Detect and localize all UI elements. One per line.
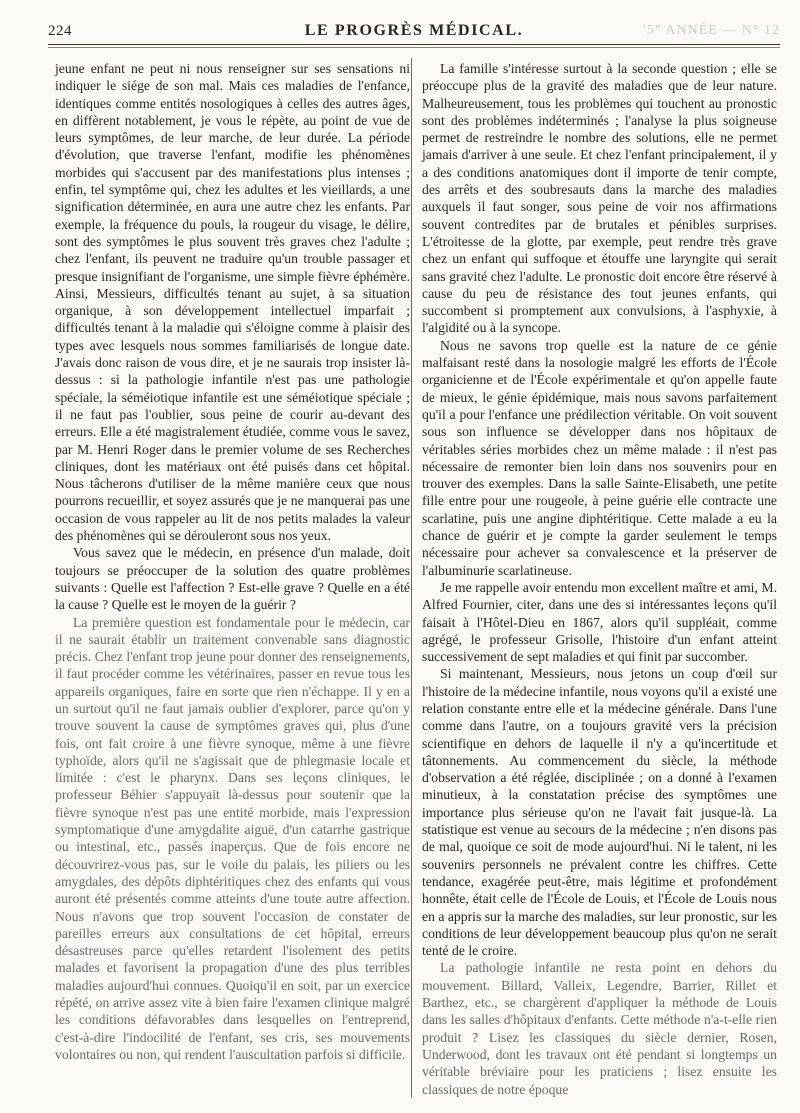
left-column	[55, 60, 410, 1063]
bleed-through-text: '5" ANNÉE — N° 12	[643, 23, 780, 38]
paragraph: La première question est fondamentale pour le médecin, car il ne saurait établir un traitement convenable sans diagnostic précis. Chez l'enfant trop jeune pour donner des renseignements, il faut procéder comme les vétérinaires, passer en revue tous les appareils organiques, faire en sorte que rien n'échappe. Il y en a un surtout qu'il ne faut jamais oublier d'explorer, parce qu'on y trouve souvent la cause de symptômes graves qui, plus d'une fois, ont fait croire à une fièvre synoque, même à une fièvre typhoïde, alors qu'il ne s'agissait que de phlegmasie locale et limitée : c'est le pharynx. Dans ses leçons cliniques, le professeur Béhier s'appuyait là-dessus pour soutenir que la fièvre synoque n'est pas une entité morbide, mais l'expression symptomatique d'une amygdalite aiguë, d'un catarrhe gastrique ou intestinal, etc., passés inaperçus. Que de fois encore ne découvrirez-vous pas, sur le voile du palais, les piliers ou les amygdales, des dépôts diphtéritiques chez des enfants qui vous auront été présentés comme atteints d'une toute autre affection. Nous n'avons que trop souvent l'occasion de constater de pareilles erreurs aux consultations de cet hôpital, erreurs désastreuses parce qu'elles retardent l'isolement des petits malades et favorisent la propagation d'une des plus terribles maladies aujourd'hui connues. Quoiqu'il en soit, par un exercice répété, on arrive assez vite à bien faire l'examen clinique malgré les conditions défavorables dans lesquelles on l'entreprend, c'est-à-dire l'indocilité de l'enfant, ses cris, ses mouvements volontaires ou non, qui rendent l'auscultation parfois si difficile.	[55, 614, 410, 1062]
column-divider	[411, 58, 412, 1098]
right-column	[422, 60, 777, 1098]
paragraph: La pathologie infantile ne resta point en dehors du mouvement. Billard, Valleix, Legendre, Barrier, Rillet et Barthez, etc., se chargèrent d'appliquer la méthode de Louis dans les salles d'hôpitaux d'enfants. Cette méthode n'a-t-elle rien produit ? Lisez les classiques du siècle dernier, Rosen, Underwood, dont les travaux ont été pendant si longtemps un véritable bréviaire pour les praticiens ; lisez ensuite les classiques de notre époque	[422, 960, 777, 1097]
paragraph: jeune enfant ne peut ni nous renseigner sur ses sensations ni indiquer le siége de son mal. Mais ces maladies de l'enfance, identiques comme entités nosologiques à celles des autres âges, en diffèrent notablement, je vous le répète, au point de vue de leurs symptômes, de leur marche, de leur durée. La période d'évolution, que traverse l'enfant, modifie les phénomènes morbides qui s'accusent par des manifestations plus intenses ; enfin, tel symptôme qui, chez les adultes et les vieillards, a une signification déterminée, en aura une autre chez les enfants. Par exemple, la fréquence du pouls, la rougeur du visage, le délire, sont des symptômes le plus souvent très graves chez l'adulte ; chez l'enfant, ils peuvent ne traduire qu'un trouble passager et presque insignifiant de l'organisme, une simple fièvre éphémère. Ainsi, Messieurs, difficultés tenant au sujet, à sa situation organique, à son développement intellectuel imparfait ; difficultés tenant à la maladie qui s'éloigne comme à plaisir des types avec lesquels nous sommes familiarisés de longue date. J'avais donc raison de vous dire, et je ne saurais trop insister là-dessus : si la pathologie infantile n'est pas une pathologie spéciale, la séméiotique infantile est une séméiotique spéciale ; il ne faut pas l'oublier, sous peine de courir au-devant des erreurs. Elle a été magistralement étudiée, comme vous le savez, par M. Henri Roger dans le premier volume de ses Recherches cliniques, dont les matériaux ont été puisés dans cet hôpital. Nous tâcherons d'utiliser de la même manière ceux que nous pourrons recueillir, et soyez assurés que je ne manquerai pas une occasion de vous rappeler au lit de nos petits malades la valeur des phénomènes qui se dérouleront sous nos yeux.	[55, 61, 410, 544]
header-rule-thin	[48, 47, 780, 48]
paragraph: Nous ne savons trop quelle est la nature de ce génie malfaisant resté dans la nosologie malgré les efforts de l'École organicienne et de l'École expérimentale et qu'on appelle faute de mieux, le génie épidémique, mais nous savons parfaitement qu'il a pour l'enfance une prédilection véritable. On voit souvent sous son influence se développer dans nos hôpitaux de véritables séries morbides chez un même malade : il n'est pas nécessaire de remonter bien loin dans nos souvenirs pour en trouver des exemples. Dans la salle Sainte-Elisabeth, une petite fille entre pour une rougeole, à peine guérie elle contracte une scarlatine, puis une angine diphtéritique. Cette malade a eu la chance de guérir et je compte la garder seulement le temps nécessaire pour achever sa convalescence et la préserver de l'albuminurie scarlatineuse.	[422, 337, 777, 578]
paragraph: Si maintenant, Messieurs, nous jetons un coup d'œil sur l'histoire de la médecine infantile, nous voyons qu'il a existé une relation constante entre elle et la médecine générale. Dans l'une comme dans l'autre, on a toujours gravité vers la précision scientifique en dehors de laquelle il n'y a qu'incertitude et tâtonnements. Au commencement du siècle, la méthode d'observation a été réglée, disciplinée ; on a donné à l'examen minutieux, à la constatation précise des symptômes une importance plus sérieuse qu'on ne l'avait fait jusque-là. La statistique est venue au secours de la médecine ; n'en disons pas de mal, quoique ce soit de mode aujourd'hui. Ni le talent, ni les souvenirs personnels ne prévalent contre les chiffres. Cette tendance, exagérée peut-être, mais légitime et profondément honnête, était celle de l'École de Louis, et l'École de Louis nous en a appris sur la marche des maladies, sur leur pronostic, sur les conditions de leur développement beaucoup plus qu'on ne serait tenté de le croire.	[422, 666, 778, 959]
running-title: LE PROGRÈS MÉDICAL.	[304, 22, 524, 39]
header-rule	[48, 44, 780, 45]
page-header	[48, 18, 780, 44]
paragraph: Je me rappelle avoir entendu mon excellent maître et ami, M. Alfred Fournier, citer, dans une des si intéressantes leçons qu'il faisait à l'Hôtel-Dieu en 1867, alors qu'il suppléait, comme agrégé, le professeur Grisolle, l'histoire d'un enfant atteint successivement de sept maladies et qui finit par succomber.	[422, 579, 777, 665]
page-number: 224	[48, 22, 72, 39]
paragraph: Vous savez que le médecin, en présence d'un malade, doit toujours se préoccuper de la solution des quatre problèmes suivants : Quelle est l'affection ? Est-elle grave ? Quelle en a été la cause ? Quelle est le moyen de la guérir ?	[55, 545, 410, 613]
paragraph: La famille s'intéresse surtout à la seconde question ; elle se préoccupe plus de la gravité des maladies que de leur nature. Malheureusement, tous les problèmes qui touchent au pronostic sont des problèmes indéterminés ; l'analyse la plus soigneuse permet de restreindre le nombre des solutions, elle ne permet jamais d'arriver à une seule. Et chez l'enfant principalement, il y a des conditions anatomiques dont il importe de tenir compte, des arrêts et des soubresauts dans la marche des maladies auxquels il faut songer, sous peine de voir nos affirmations souvent contredites par de brutales et pénibles surprises. L'étroitesse de la glotte, par exemple, peut rendre très grave chez un enfant qui suffoque et étouffe une laryngite qui serait sans gravité chez l'adulte. Le pronostic doit encore être réservé à cause du peu de résistance des tout jeunes enfants, qui succombent si promptement aux convulsions, à l'asphyxie, à l'algidité ou à la syncope.	[422, 61, 777, 336]
